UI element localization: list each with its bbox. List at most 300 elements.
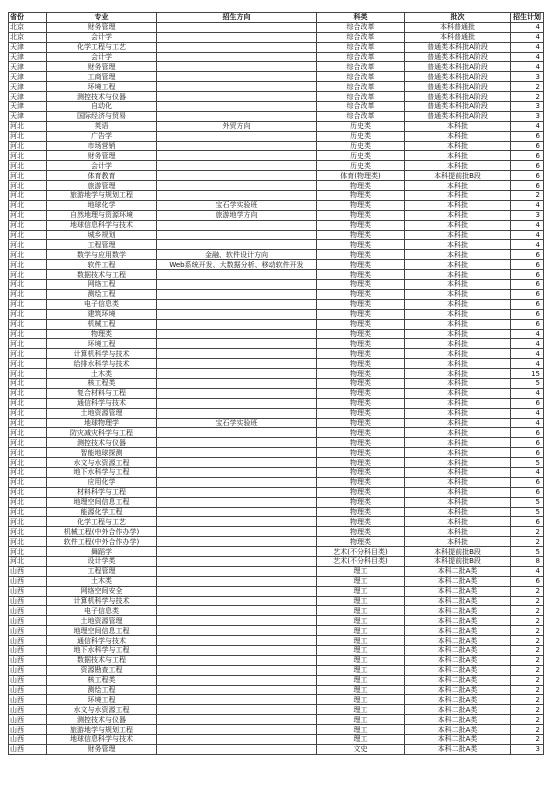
cell-category: 综合改革 xyxy=(317,82,405,92)
cell-category: 物理类 xyxy=(317,270,405,280)
cell-major: 核工程类 xyxy=(47,675,157,685)
cell-category: 综合改革 xyxy=(317,22,405,32)
cell-batch: 普通类本科批A阶段 xyxy=(405,82,511,92)
cell-batch: 本科批 xyxy=(405,151,511,161)
cell-direction xyxy=(157,497,317,507)
cell-province: 河北 xyxy=(9,181,47,191)
cell-direction xyxy=(157,240,317,250)
cell-major: 电子信息类 xyxy=(47,606,157,616)
cell-major: 水文与水资源工程 xyxy=(47,705,157,715)
cell-major: 财务管理 xyxy=(47,744,157,754)
cell-direction xyxy=(157,537,317,547)
cell-province: 河北 xyxy=(9,210,47,220)
cell-category: 物理类 xyxy=(317,210,405,220)
cell-batch: 本科批 xyxy=(405,378,511,388)
table-row xyxy=(9,339,544,349)
cell-batch: 本科批 xyxy=(405,141,511,151)
cell-direction xyxy=(157,32,317,42)
table-row xyxy=(9,92,544,102)
cell-direction xyxy=(157,695,317,705)
cell-direction xyxy=(157,596,317,606)
cell-direction xyxy=(157,339,317,349)
table-row xyxy=(9,388,544,398)
cell-category: 物理类 xyxy=(317,309,405,319)
cell-category: 物理类 xyxy=(317,517,405,527)
cell-batch: 本科批 xyxy=(405,181,511,191)
cell-province: 天津 xyxy=(9,102,47,112)
cell-major: 测控技术与仪器 xyxy=(47,715,157,725)
cell-province: 山西 xyxy=(9,586,47,596)
cell-province: 天津 xyxy=(9,52,47,62)
cell-plan: 6 xyxy=(511,448,544,458)
cell-direction xyxy=(157,715,317,725)
cell-plan: 3 xyxy=(511,102,544,112)
cell-province: 河北 xyxy=(9,309,47,319)
cell-batch: 本科批 xyxy=(405,280,511,290)
cell-batch: 本科二批A类 xyxy=(405,735,511,745)
cell-direction xyxy=(157,42,317,52)
cell-plan: 6 xyxy=(511,151,544,161)
cell-batch: 本科二批A类 xyxy=(405,586,511,596)
cell-plan: 2 xyxy=(511,626,544,636)
cell-category: 理工 xyxy=(317,715,405,725)
cell-major: 计算机科学与技术 xyxy=(47,596,157,606)
cell-province: 河北 xyxy=(9,527,47,537)
cell-major: 工程管理 xyxy=(47,240,157,250)
cell-batch: 普通类本科批A阶段 xyxy=(405,52,511,62)
cell-category: 体育(物理类) xyxy=(317,171,405,181)
cell-province: 河北 xyxy=(9,428,47,438)
cell-batch: 普通类本科批A阶段 xyxy=(405,42,511,52)
cell-province: 河北 xyxy=(9,388,47,398)
cell-province: 北京 xyxy=(9,32,47,42)
cell-plan: 4 xyxy=(511,121,544,131)
cell-direction xyxy=(157,141,317,151)
table-row xyxy=(9,240,544,250)
table-row xyxy=(9,438,544,448)
cell-plan: 2 xyxy=(511,665,544,675)
cell-province: 天津 xyxy=(9,111,47,121)
cell-batch: 本科批 xyxy=(405,210,511,220)
cell-batch: 本科二批A类 xyxy=(405,705,511,715)
cell-category: 物理类 xyxy=(317,299,405,309)
cell-category: 物理类 xyxy=(317,408,405,418)
cell-direction xyxy=(157,171,317,181)
table-row xyxy=(9,72,544,82)
cell-direction xyxy=(157,655,317,665)
cell-batch: 本科二批A类 xyxy=(405,725,511,735)
cell-major: 土木类 xyxy=(47,576,157,586)
cell-direction xyxy=(157,349,317,359)
cell-province: 河北 xyxy=(9,369,47,379)
cell-plan: 2 xyxy=(511,735,544,745)
table-row xyxy=(9,566,544,576)
cell-major: 设计学类 xyxy=(47,556,157,566)
cell-direction xyxy=(157,52,317,62)
cell-major: 地球信息科学与技术 xyxy=(47,220,157,230)
cell-batch: 本科批 xyxy=(405,329,511,339)
table-row xyxy=(9,655,544,665)
cell-province: 河北 xyxy=(9,487,47,497)
cell-plan: 6 xyxy=(511,517,544,527)
cell-category: 理工 xyxy=(317,596,405,606)
cell-category: 物理类 xyxy=(317,289,405,299)
cell-direction: 外贸方向 xyxy=(157,121,317,131)
cell-province: 河北 xyxy=(9,131,47,141)
cell-batch: 普通类本科批A阶段 xyxy=(405,72,511,82)
cell-province: 山西 xyxy=(9,626,47,636)
cell-direction: 金融、软件设计方向 xyxy=(157,250,317,260)
table-row xyxy=(9,517,544,527)
cell-batch: 本科二批A类 xyxy=(405,715,511,725)
cell-plan: 2 xyxy=(511,705,544,715)
cell-batch: 本科批 xyxy=(405,339,511,349)
table-row xyxy=(9,626,544,636)
cell-batch: 本科批 xyxy=(405,161,511,171)
cell-plan: 6 xyxy=(511,438,544,448)
cell-batch: 本科二批A类 xyxy=(405,655,511,665)
table-row xyxy=(9,725,544,735)
cell-category: 物理类 xyxy=(317,398,405,408)
cell-direction xyxy=(157,675,317,685)
cell-category: 物理类 xyxy=(317,497,405,507)
cell-province: 山西 xyxy=(9,685,47,695)
table-row xyxy=(9,487,544,497)
table-row xyxy=(9,161,544,171)
table-row xyxy=(9,309,544,319)
table-row xyxy=(9,22,544,32)
table-row xyxy=(9,616,544,626)
cell-category: 物理类 xyxy=(317,319,405,329)
cell-major: 舞蹈学 xyxy=(47,547,157,557)
cell-plan: 2 xyxy=(511,586,544,596)
cell-direction xyxy=(157,517,317,527)
cell-direction xyxy=(157,82,317,92)
cell-batch: 本科批 xyxy=(405,537,511,547)
cell-category: 理工 xyxy=(317,735,405,745)
cell-batch: 普通类本科批A阶段 xyxy=(405,62,511,72)
cell-plan: 4 xyxy=(511,467,544,477)
cell-direction: 宝石学实验班 xyxy=(157,418,317,428)
table-row xyxy=(9,556,544,566)
cell-direction xyxy=(157,62,317,72)
cell-province: 河北 xyxy=(9,398,47,408)
table-row xyxy=(9,665,544,675)
cell-direction xyxy=(157,398,317,408)
cell-major: 软件工程(中外合作办学) xyxy=(47,537,157,547)
cell-major: 数据技术与工程 xyxy=(47,270,157,280)
table-row xyxy=(9,744,544,754)
cell-major: 测控技术与仪器 xyxy=(47,438,157,448)
cell-plan: 4 xyxy=(511,349,544,359)
cell-direction xyxy=(157,448,317,458)
cell-batch: 本科批 xyxy=(405,487,511,497)
cell-category: 历史类 xyxy=(317,121,405,131)
cell-category: 物理类 xyxy=(317,280,405,290)
cell-batch: 本科批 xyxy=(405,220,511,230)
cell-batch: 本科二批A类 xyxy=(405,695,511,705)
cell-province: 山西 xyxy=(9,665,47,675)
table-row xyxy=(9,191,544,201)
cell-direction xyxy=(157,744,317,754)
cell-batch: 本科二批A类 xyxy=(405,576,511,586)
cell-province: 山西 xyxy=(9,725,47,735)
cell-province: 河北 xyxy=(9,329,47,339)
cell-category: 物理类 xyxy=(317,438,405,448)
cell-category: 物理类 xyxy=(317,240,405,250)
cell-batch: 本科二批A类 xyxy=(405,616,511,626)
cell-category: 理工 xyxy=(317,586,405,596)
table-row xyxy=(9,210,544,220)
cell-plan: 6 xyxy=(511,477,544,487)
cell-plan: 4 xyxy=(511,22,544,32)
cell-direction xyxy=(157,181,317,191)
cell-category: 理工 xyxy=(317,646,405,656)
cell-direction xyxy=(157,309,317,319)
table-row xyxy=(9,359,544,369)
cell-plan: 2 xyxy=(511,82,544,92)
cell-province: 河北 xyxy=(9,477,47,487)
cell-province: 山西 xyxy=(9,616,47,626)
table-row xyxy=(9,636,544,646)
table-row xyxy=(9,705,544,715)
cell-direction xyxy=(157,92,317,102)
cell-plan: 3 xyxy=(511,210,544,220)
cell-batch: 本科批 xyxy=(405,319,511,329)
cell-batch: 本科批 xyxy=(405,527,511,537)
cell-major: 智能地球探测 xyxy=(47,448,157,458)
cell-category: 物理类 xyxy=(317,359,405,369)
cell-direction: 旅游地学方向 xyxy=(157,210,317,220)
cell-direction xyxy=(157,72,317,82)
cell-direction xyxy=(157,131,317,141)
cell-batch: 本科批 xyxy=(405,299,511,309)
cell-batch: 本科批 xyxy=(405,200,511,210)
cell-batch: 本科普通批 xyxy=(405,32,511,42)
cell-direction: Web系统开发、大数据分析、移动软件开发 xyxy=(157,260,317,270)
cell-major: 软件工程 xyxy=(47,260,157,270)
cell-major: 物理类 xyxy=(47,329,157,339)
cell-plan: 6 xyxy=(511,270,544,280)
cell-plan: 2 xyxy=(511,646,544,656)
table-row xyxy=(9,408,544,418)
cell-province: 山西 xyxy=(9,606,47,616)
cell-major: 自动化 xyxy=(47,102,157,112)
cell-direction xyxy=(157,586,317,596)
cell-category: 物理类 xyxy=(317,487,405,497)
cell-province: 河北 xyxy=(9,121,47,131)
cell-major: 通信科学与技术 xyxy=(47,636,157,646)
cell-batch: 本科二批A类 xyxy=(405,665,511,675)
cell-province: 河北 xyxy=(9,161,47,171)
cell-direction xyxy=(157,527,317,537)
cell-plan: 4 xyxy=(511,52,544,62)
cell-direction xyxy=(157,576,317,586)
cell-category: 理工 xyxy=(317,675,405,685)
cell-batch: 普通类本科批A阶段 xyxy=(405,92,511,102)
table-row xyxy=(9,200,544,210)
cell-category: 历史类 xyxy=(317,161,405,171)
table-row xyxy=(9,62,544,72)
cell-direction xyxy=(157,646,317,656)
admissions-plan-table xyxy=(8,12,544,755)
table-row xyxy=(9,477,544,487)
cell-major: 机械工程(中外合作办学) xyxy=(47,527,157,537)
cell-plan: 5 xyxy=(511,378,544,388)
cell-category: 综合改革 xyxy=(317,42,405,52)
cell-plan: 2 xyxy=(511,685,544,695)
cell-plan: 6 xyxy=(511,309,544,319)
cell-direction xyxy=(157,626,317,636)
cell-major: 测控技术与仪器 xyxy=(47,92,157,102)
cell-category: 理工 xyxy=(317,655,405,665)
header-category: 科类 xyxy=(317,13,405,23)
cell-major: 旅游地学与规划工程 xyxy=(47,191,157,201)
cell-batch: 本科批 xyxy=(405,121,511,131)
cell-category: 综合改革 xyxy=(317,32,405,42)
cell-category: 理工 xyxy=(317,616,405,626)
cell-batch: 本科批 xyxy=(405,428,511,438)
cell-plan: 4 xyxy=(511,32,544,42)
cell-plan: 4 xyxy=(511,329,544,339)
table-row xyxy=(9,497,544,507)
cell-plan: 2 xyxy=(511,616,544,626)
cell-direction xyxy=(157,725,317,735)
table-row xyxy=(9,102,544,112)
cell-plan: 2 xyxy=(511,695,544,705)
cell-category: 历史类 xyxy=(317,131,405,141)
cell-major: 城乡规划 xyxy=(47,230,157,240)
cell-major: 防灾减灾科学与工程 xyxy=(47,428,157,438)
table-row xyxy=(9,151,544,161)
cell-category: 物理类 xyxy=(317,527,405,537)
cell-plan: 6 xyxy=(511,576,544,586)
cell-major: 地下水科学与工程 xyxy=(47,467,157,477)
cell-category: 物理类 xyxy=(317,477,405,487)
table-row xyxy=(9,171,544,181)
cell-direction xyxy=(157,487,317,497)
cell-province: 河北 xyxy=(9,280,47,290)
table-row xyxy=(9,695,544,705)
cell-category: 物理类 xyxy=(317,260,405,270)
cell-batch: 本科批 xyxy=(405,131,511,141)
cell-direction xyxy=(157,280,317,290)
cell-direction xyxy=(157,705,317,715)
cell-plan: 2 xyxy=(511,92,544,102)
cell-major: 工商管理 xyxy=(47,72,157,82)
cell-batch: 本科二批A类 xyxy=(405,675,511,685)
table-row xyxy=(9,448,544,458)
cell-plan: 6 xyxy=(511,250,544,260)
cell-category: 艺术(不分科目类) xyxy=(317,556,405,566)
cell-direction xyxy=(157,161,317,171)
table-row xyxy=(9,220,544,230)
cell-direction xyxy=(157,230,317,240)
cell-plan: 4 xyxy=(511,339,544,349)
cell-direction xyxy=(157,388,317,398)
cell-major: 化学工程与工艺 xyxy=(47,42,157,52)
cell-province: 山西 xyxy=(9,646,47,656)
header-plan: 招生计划 xyxy=(511,13,544,23)
cell-category: 物理类 xyxy=(317,220,405,230)
table-row xyxy=(9,715,544,725)
cell-plan: 2 xyxy=(511,606,544,616)
cell-province: 山西 xyxy=(9,636,47,646)
cell-batch: 本科普通批 xyxy=(405,22,511,32)
table-row xyxy=(9,467,544,477)
cell-category: 综合改革 xyxy=(317,102,405,112)
cell-province: 河北 xyxy=(9,359,47,369)
cell-batch: 本科批 xyxy=(405,240,511,250)
cell-province: 河北 xyxy=(9,556,47,566)
cell-plan: 6 xyxy=(511,280,544,290)
cell-category: 理工 xyxy=(317,665,405,675)
cell-major: 财务管理 xyxy=(47,151,157,161)
cell-major: 地球信息科学与技术 xyxy=(47,735,157,745)
cell-province: 河北 xyxy=(9,467,47,477)
cell-major: 数学与应用数学 xyxy=(47,250,157,260)
cell-batch: 本科提前批B段 xyxy=(405,547,511,557)
cell-major: 体育教育 xyxy=(47,171,157,181)
cell-direction xyxy=(157,378,317,388)
cell-category: 艺术(不分科目类) xyxy=(317,547,405,557)
table-row xyxy=(9,121,544,131)
cell-plan: 2 xyxy=(511,675,544,685)
cell-plan: 6 xyxy=(511,319,544,329)
cell-plan: 4 xyxy=(511,220,544,230)
table-row xyxy=(9,369,544,379)
cell-category: 综合改革 xyxy=(317,52,405,62)
cell-category: 理工 xyxy=(317,725,405,735)
table-row xyxy=(9,319,544,329)
table-row xyxy=(9,52,544,62)
cell-batch: 本科批 xyxy=(405,349,511,359)
cell-direction xyxy=(157,369,317,379)
cell-province: 河北 xyxy=(9,408,47,418)
cell-plan: 5 xyxy=(511,547,544,557)
cell-plan: 6 xyxy=(511,131,544,141)
cell-direction xyxy=(157,458,317,468)
table-row xyxy=(9,111,544,121)
cell-batch: 本科批 xyxy=(405,289,511,299)
cell-major: 英语 xyxy=(47,121,157,131)
cell-province: 山西 xyxy=(9,744,47,754)
cell-plan: 5 xyxy=(511,458,544,468)
cell-batch: 本科提前批B段 xyxy=(405,171,511,181)
cell-plan: 8 xyxy=(511,556,544,566)
cell-major: 地理空间信息工程 xyxy=(47,626,157,636)
cell-batch: 本科二批A类 xyxy=(405,685,511,695)
cell-province: 河北 xyxy=(9,151,47,161)
cell-province: 山西 xyxy=(9,705,47,715)
table-row xyxy=(9,685,544,695)
cell-province: 河北 xyxy=(9,517,47,527)
cell-province: 天津 xyxy=(9,62,47,72)
cell-plan: 6 xyxy=(511,398,544,408)
table-row xyxy=(9,586,544,596)
cell-direction xyxy=(157,329,317,339)
cell-category: 文史 xyxy=(317,744,405,754)
cell-direction xyxy=(157,735,317,745)
cell-category: 理工 xyxy=(317,576,405,586)
cell-major: 测绘工程 xyxy=(47,289,157,299)
cell-direction xyxy=(157,408,317,418)
cell-major: 环境工程 xyxy=(47,82,157,92)
cell-plan: 6 xyxy=(511,428,544,438)
table-row xyxy=(9,141,544,151)
cell-major: 测绘工程 xyxy=(47,685,157,695)
cell-province: 河北 xyxy=(9,339,47,349)
